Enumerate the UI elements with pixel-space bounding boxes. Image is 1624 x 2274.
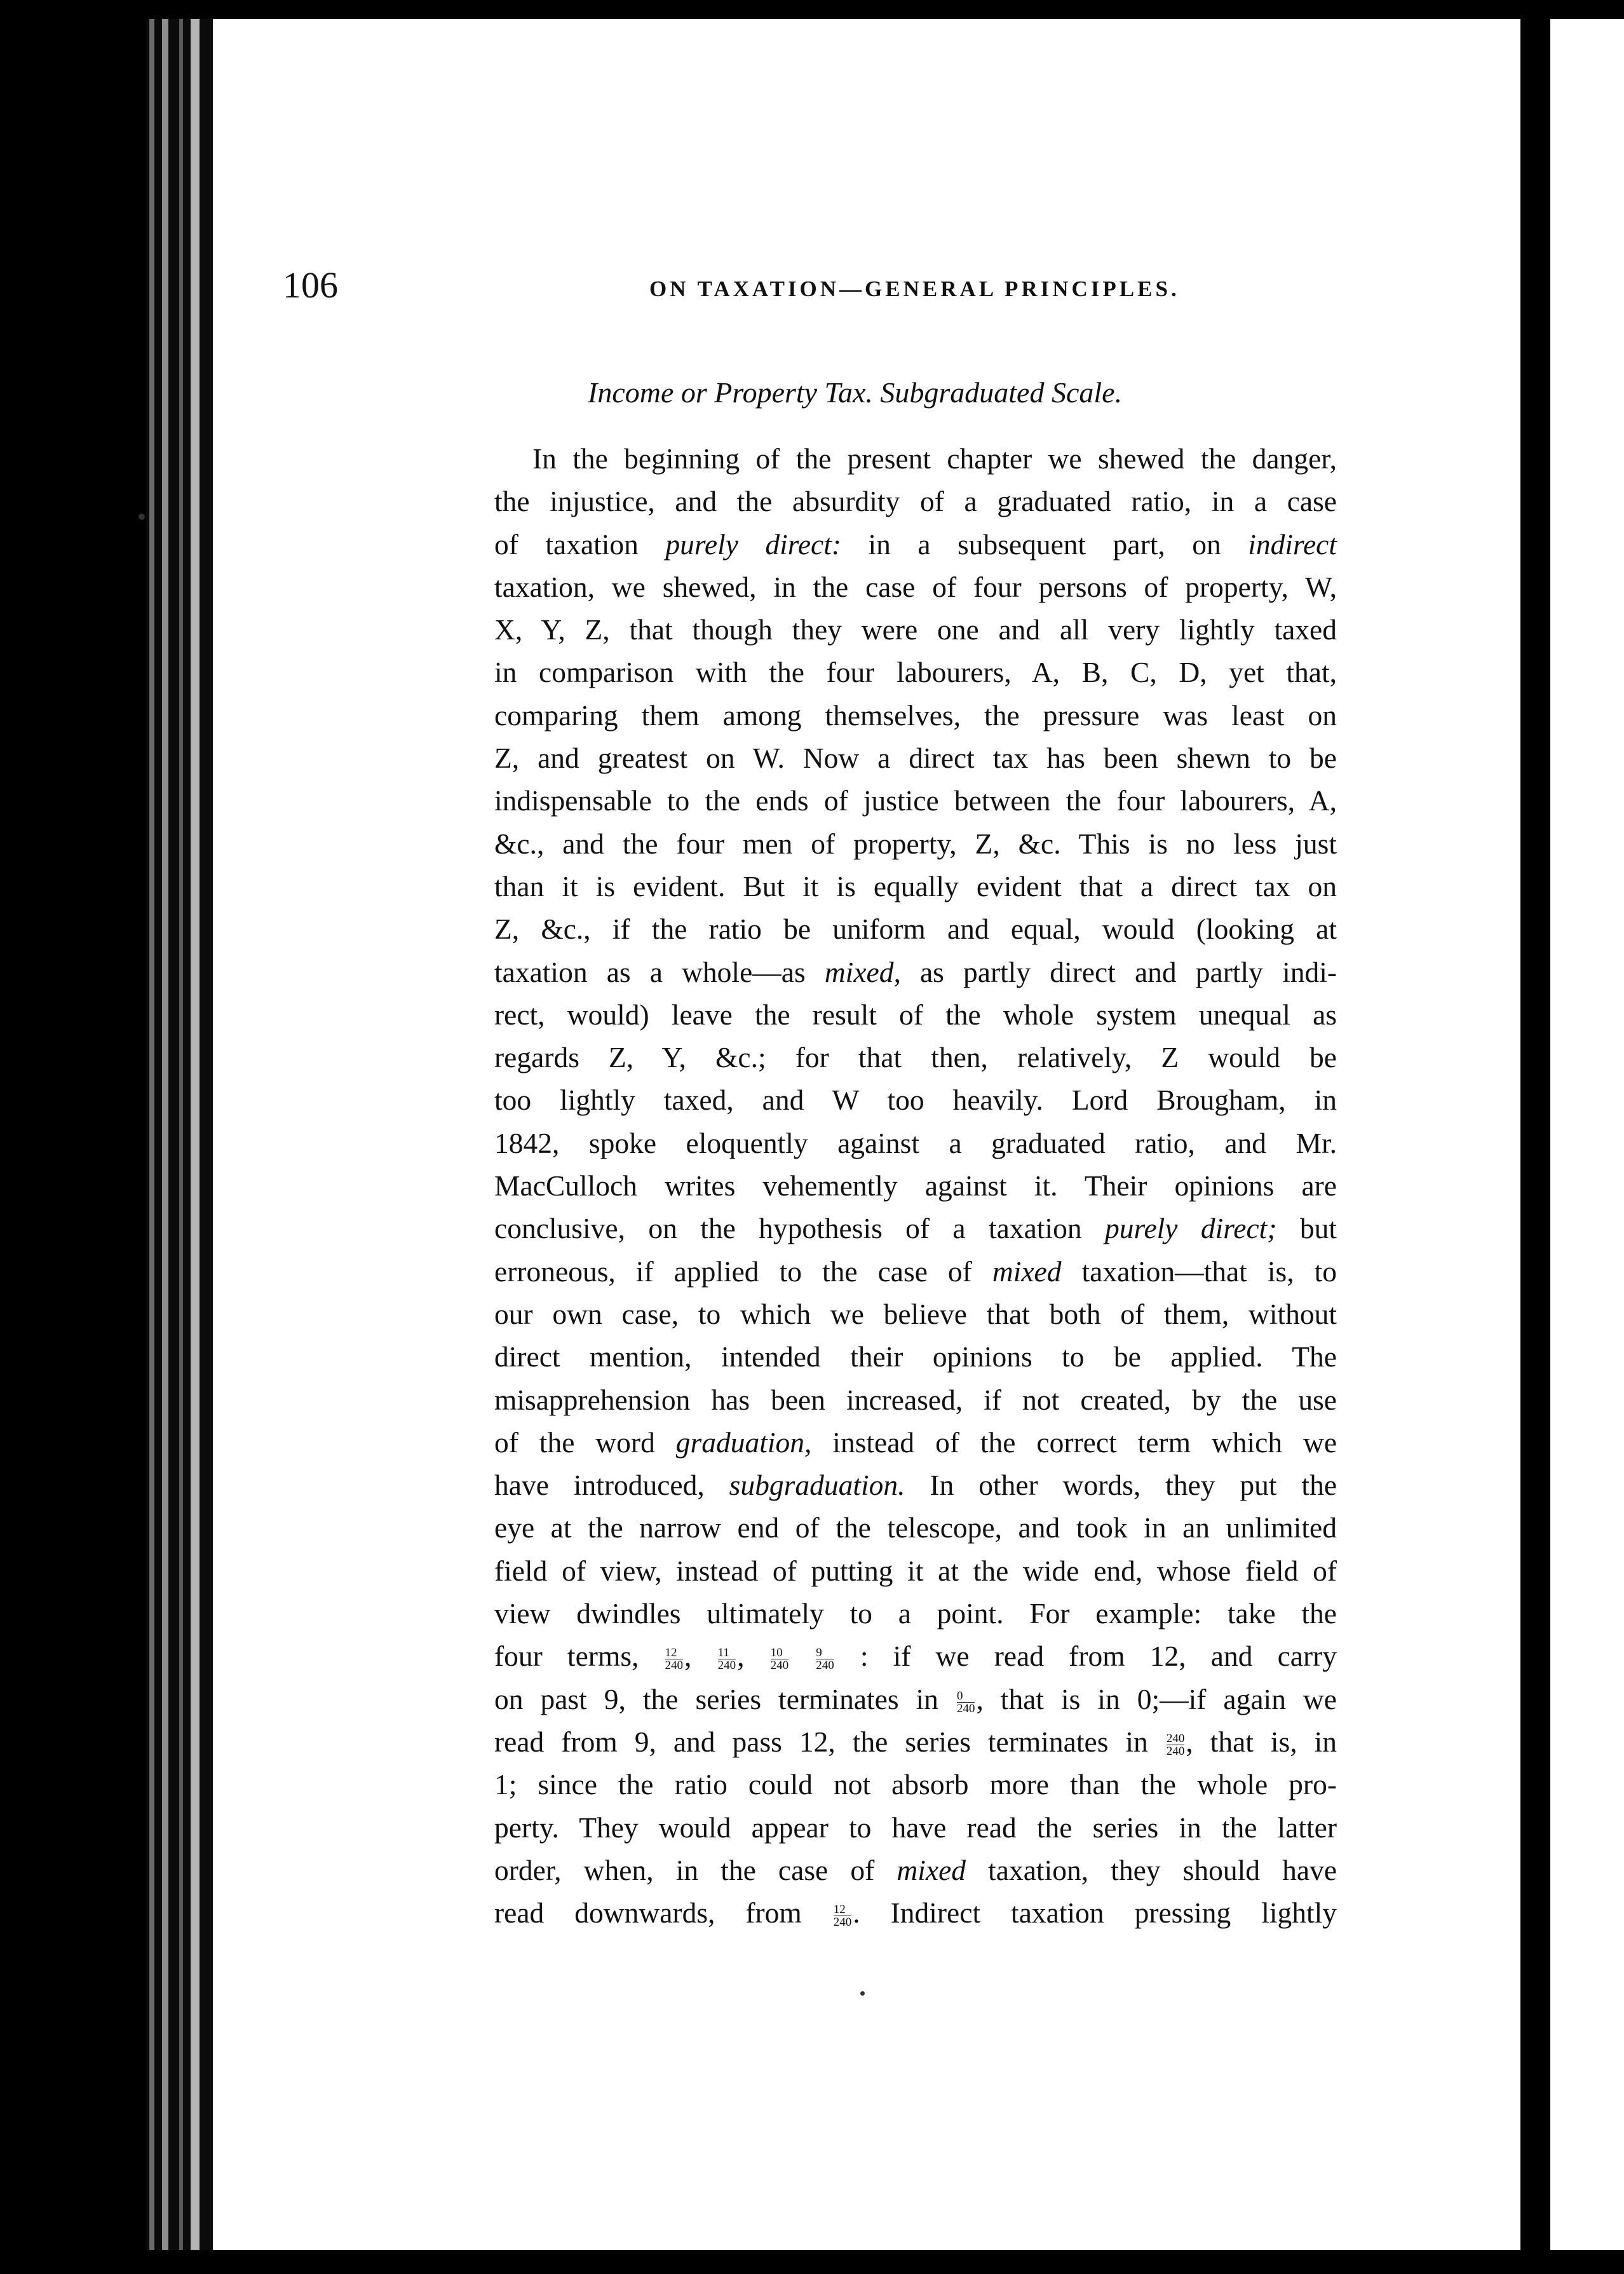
text-segment: instead of the correct term which we xyxy=(832,1426,1337,1459)
text-segment: of the word xyxy=(494,1426,655,1459)
italic-text: purely direct: xyxy=(665,528,842,561)
text-segment: taxation as a whole—as xyxy=(494,955,806,988)
text-line: In the beginning of the present chapter we shewed the danger, xyxy=(532,442,1337,475)
fraction-numerator: 0 xyxy=(956,1689,963,1703)
text-segment: have introduced, xyxy=(494,1469,705,1502)
text-line xyxy=(494,1720,1337,1763)
text-line: field of view, instead of putting it at the wide end, whose field of xyxy=(494,1554,1337,1587)
text-line xyxy=(494,1421,1337,1464)
text-line xyxy=(494,1207,1337,1249)
text-line: misapprehension has been increased, if not created, by the use xyxy=(494,1383,1337,1416)
fraction-numerator: 12 xyxy=(665,1646,677,1660)
text-line: X, Y, Z, that though they were one and all very lightly taxed xyxy=(494,613,1337,646)
text-line xyxy=(494,523,1337,566)
text-line: in comparison with the four labourers, A, B, C, D, yet that, xyxy=(494,656,1337,689)
fraction xyxy=(957,1690,975,1715)
fraction-numerator: 12 xyxy=(833,1903,846,1917)
section-heading: Income or Property Tax. Subgraduated Scale. xyxy=(588,376,1123,409)
fraction xyxy=(1167,1733,1185,1757)
text-line: MacCulloch writes vehemently against it. Their opinions are xyxy=(494,1169,1337,1202)
text-line: four terms, $\frac{12}{240}$ , $\frac{11}{240}$ , $\frac{10}{240}$ $\frac{9}{240}$ : if we read from 12, and carry xyxy=(494,1640,1337,1673)
text-line: 1; since the ratio could not absorb more than the whole pro- xyxy=(494,1768,1337,1801)
fraction-numerator: 11 xyxy=(717,1646,729,1660)
text-line: &c., and the four men of property, Z, &c. This is no less just xyxy=(494,827,1337,860)
fraction xyxy=(665,1647,684,1671)
specks xyxy=(139,514,145,520)
text-line: our own case, to which we believe that both of them, without xyxy=(494,1297,1337,1330)
fraction-denominator: 240 xyxy=(665,1659,684,1673)
text-line: 1842, spoke eloquently against a graduated ratio, and Mr. xyxy=(494,1126,1337,1159)
italic-text: mixed, xyxy=(824,955,901,988)
fraction-denominator: 240 xyxy=(956,1701,975,1715)
facing-page-edge xyxy=(1550,19,1624,2250)
text-line xyxy=(494,1250,1337,1293)
fraction xyxy=(834,1903,852,1928)
text-line: taxation, we shewed, in the case of four persons of property, W, xyxy=(494,570,1337,603)
running-head: ON TAXATION—GENERAL PRINCIPLES. xyxy=(649,276,1180,301)
text-segment: . Indirect taxation pressing lightly xyxy=(853,1896,1337,1930)
text-segment: , that is, in xyxy=(1186,1725,1337,1758)
fraction xyxy=(771,1647,789,1671)
text-segment: but xyxy=(1299,1212,1337,1245)
text-line: than it is evident. But it is equally evident that a direct tax on xyxy=(494,869,1337,902)
text-segment: read downwards, from xyxy=(494,1896,802,1930)
text-line: comparing them among themselves, the pressure was least on xyxy=(494,698,1337,732)
fraction-numerator: 9 xyxy=(816,1646,822,1660)
italic-text: indirect xyxy=(1248,528,1337,561)
fraction xyxy=(816,1647,834,1671)
text-segment: order, when, in the case of xyxy=(494,1853,875,1886)
text-line: perty. They would appear to have read the series in the latter xyxy=(494,1811,1337,1844)
text-line: the injustice, and the absurdity of a graduated ratio, in a case xyxy=(494,485,1337,518)
text-line: Z, and greatest on W. Now a direct tax has been shewn to be xyxy=(494,742,1337,775)
text-line: regards Z, Y, &c.; for that then, relatively, Z would be xyxy=(494,1041,1337,1074)
italic-text: graduation, xyxy=(675,1426,812,1459)
body-text xyxy=(494,437,1337,1934)
fraction-denominator: 240 xyxy=(1166,1744,1185,1758)
text-line xyxy=(494,1678,1337,1720)
text-segment: of taxation xyxy=(494,528,639,561)
fraction xyxy=(718,1647,736,1671)
italic-text: purely direct; xyxy=(1104,1212,1277,1245)
text-segment: taxation—that is, to xyxy=(1081,1255,1337,1288)
text-line xyxy=(494,951,1337,993)
text-segment: : if we read from 12, and carry xyxy=(860,1640,1337,1673)
text-segment: read from 9, and pass 12, the series terminates in xyxy=(494,1725,1148,1758)
fraction-numerator: 10 xyxy=(770,1646,783,1660)
italic-text: mixed xyxy=(992,1255,1062,1288)
page-edge-stripe xyxy=(162,19,168,2250)
text-line: Z, &c., if the ratio be uniform and equal, would (looking at xyxy=(494,913,1337,946)
page-edge-stripe xyxy=(149,19,154,2250)
text-line xyxy=(494,1891,1337,1934)
fraction-denominator: 240 xyxy=(816,1659,834,1673)
specks xyxy=(860,1991,865,1996)
text-line: direct mention, intended their opinions to be applied. The xyxy=(494,1340,1337,1373)
text-line: indispensable to the ends of justice between the four labourers, A, xyxy=(494,784,1337,817)
fraction-numerator: 240 xyxy=(1166,1731,1185,1745)
fraction-denominator: 240 xyxy=(717,1659,736,1673)
text-segment: erroneous, if applied to the case of xyxy=(494,1255,972,1288)
page-edge-stripe xyxy=(179,19,183,2250)
text-line: view dwindles ultimately to a point. For example: take the xyxy=(494,1597,1337,1630)
text-line: too lightly taxed, and W too heavily. Lord Brougham, in xyxy=(494,1084,1337,1117)
page-number: 106 xyxy=(283,264,338,306)
text-line xyxy=(494,1849,1337,1891)
text-line: eye at the narrow end of the telescope, and took in an unlimited xyxy=(494,1511,1337,1544)
italic-text: mixed xyxy=(897,1853,966,1886)
text-segment: taxation, they should have xyxy=(988,1853,1337,1886)
text-segment: four terms, xyxy=(494,1640,639,1673)
fraction-denominator: 240 xyxy=(770,1659,789,1673)
text-segment: conclusive, on the hypothesis of a taxation xyxy=(494,1212,1082,1245)
text-segment: In other words, they put the xyxy=(930,1469,1337,1502)
text-segment: in a subsequent part, on xyxy=(868,528,1221,561)
italic-text: subgraduation. xyxy=(729,1469,905,1502)
page-edge-stripe xyxy=(191,19,200,2250)
fraction-denominator: 240 xyxy=(833,1916,852,1930)
text-segment: on past 9, the series terminates in xyxy=(494,1682,938,1715)
text-segment: as partly direct and partly indi- xyxy=(919,955,1337,988)
text-segment: , that is in 0;—if again we xyxy=(976,1682,1337,1715)
text-line: rect, would) leave the result of the whole system unequal as xyxy=(494,998,1337,1031)
text-line xyxy=(494,1464,1337,1506)
